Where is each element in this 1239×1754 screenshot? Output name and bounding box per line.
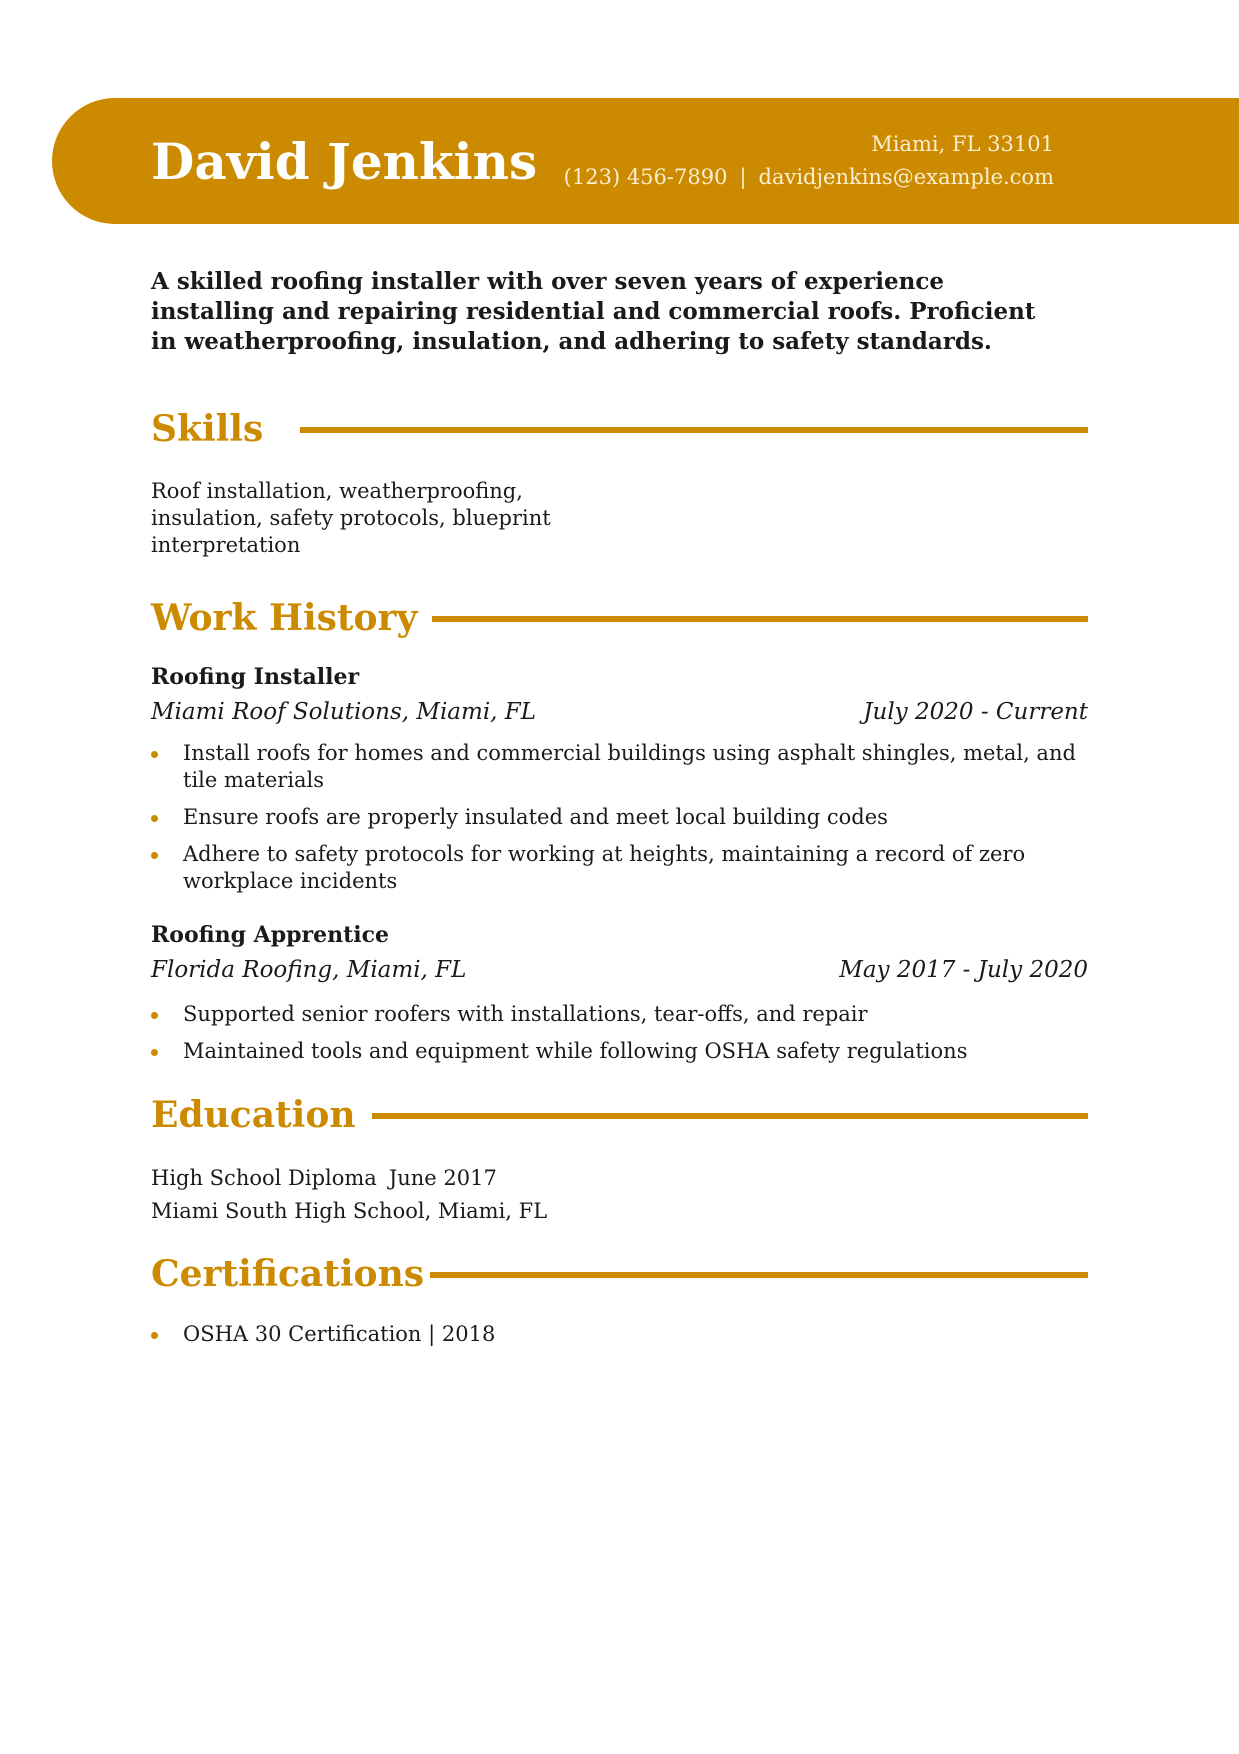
work-history-rule	[432, 616, 1088, 622]
education-degree-line	[151, 1165, 547, 1192]
list-item: Ensure roofs are properly insulated and meet local building codes	[151, 804, 1091, 831]
contact-location: Miami, FL 33101	[871, 132, 1054, 156]
bullet-dot-icon	[151, 1332, 158, 1339]
list-item: Maintained tools and equipment while following OSHA safety regulations	[151, 1038, 1091, 1065]
professional-summary: A skilled roofing installer with over seven years of experience installing and repairing residential and commercial roofs. Proficient in weatherproofing, insulation, and adhering to safety standards.	[151, 268, 1036, 355]
job-dates: May 2017 - July 2020	[839, 957, 1088, 983]
work-history-heading: Work History	[151, 597, 418, 639]
education-date: June 2017	[388, 1166, 497, 1190]
bullet-dot-icon	[151, 1012, 158, 1019]
job-bullets	[151, 740, 1091, 905]
job-dates: July 2020 - Current	[863, 699, 1088, 725]
contact-email[interactable]: davidjenkins@example.com	[758, 165, 1054, 189]
job-company: Florida Roofing, Miami, FL	[151, 957, 467, 983]
list-item: OSHA 30 Certification | 2018	[151, 1321, 1091, 1348]
contact-separator: |	[739, 165, 747, 189]
certifications-rule	[430, 1272, 1088, 1278]
certifications-heading: Certifications	[151, 1253, 425, 1295]
job-meta	[151, 697, 1088, 727]
contact-phone: (123) 456-7890	[563, 165, 728, 189]
education-entry	[151, 1165, 547, 1225]
job-title: Roofing Installer	[151, 664, 360, 690]
list-item: Supported senior roofers with installations, tear-offs, and repair	[151, 1001, 1091, 1028]
job-title: Roofing Apprentice	[151, 922, 389, 948]
candidate-name: David Jenkins	[151, 132, 538, 191]
education-heading: Education	[151, 1094, 356, 1136]
skills-heading: Skills	[151, 408, 264, 450]
skills-text: Roof installation, weatherproofing, insulation, safety protocols, blueprint interpretation	[151, 479, 551, 557]
job-bullets	[151, 1001, 1091, 1075]
list-item: Install roofs for homes and commercial buildings using asphalt shingles, metal, and tile materials	[151, 740, 1091, 794]
job-meta	[151, 955, 1088, 985]
education-degree: High School Diploma	[151, 1166, 377, 1190]
bullet-dot-icon	[151, 852, 158, 859]
skills-rule	[300, 427, 1088, 433]
contact-line	[564, 163, 1054, 191]
education-rule	[372, 1113, 1088, 1119]
bullet-dot-icon	[151, 1049, 158, 1056]
job-company: Miami Roof Solutions, Miami, FL	[151, 699, 537, 725]
bullet-dot-icon	[151, 815, 158, 822]
list-item: Adhere to safety protocols for working at heights, maintaining a record of zero workplace incidents	[151, 841, 1091, 895]
bullet-dot-icon	[151, 751, 158, 758]
certification-list	[151, 1321, 1091, 1358]
education-school: Miami South High School, Miami, FL	[151, 1199, 548, 1223]
